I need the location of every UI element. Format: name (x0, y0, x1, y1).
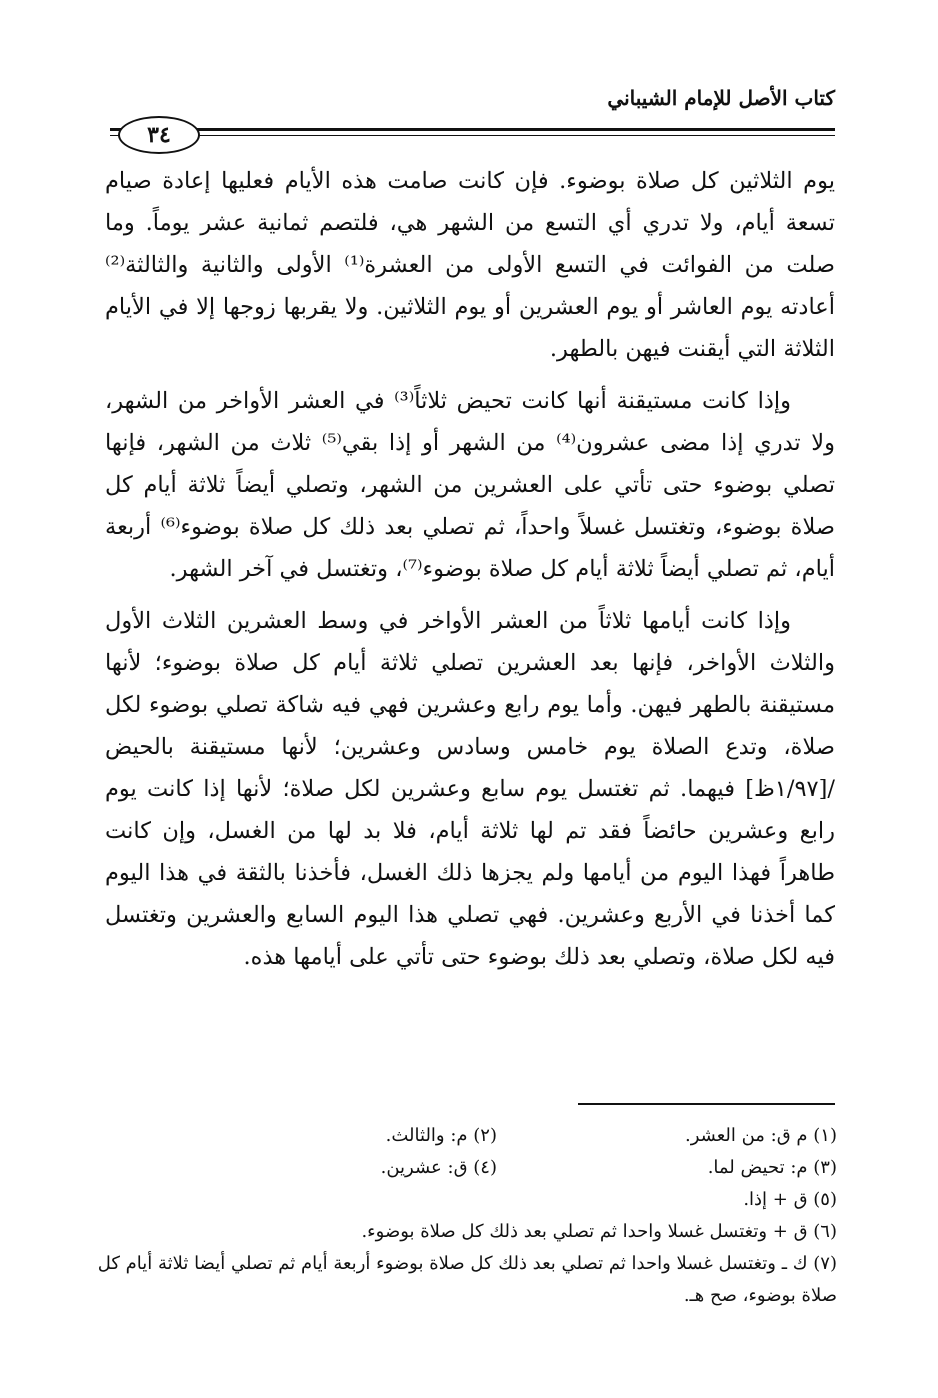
paragraph-3: وإذا كانت أيامها ثلاثاً من العشر الأواخر في وسط العشرين الثلاث الأول والثلاث الأواخر، فإنها بعد العشرين تصلي ثلاثة أيام كل صلاة بوضوء؛ لأنها مستيقنة بالطهر فيهن. وأما يوم رابع وعشرين فهي فيه شاكة تصلي بوضوء لكل صلاة، وتدع الصلاة يوم خامس وسادس وعشرين؛ لأنها مستيقنة بالحيض /[١/٩٧ظ] فيهما. ثم تغتسل يوم سابع وعشرين لكل صلاة؛ لأنها إذا كانت يوم رابع وعشرين حائضاً فقد تم لها ثلاثة أيام، فلا بد لها من الغسل، وإن كانت طاهراً فهذا اليوم من أيامها ولم يجزها ذلك الغسل، فأخذنا بالثقة في هذا اليوم كما أخذنا في الأربع وعشرين. فهي تصلي هذا اليوم السابع والعشرين وتغتسل فيه لكل صلاة، وتصلي بعد ذلك بوضوء حتى تأتي على أيامها هذه. (105, 608, 835, 970)
footnote-1: (١) م ق: من العشر. (684, 1125, 837, 1146)
footnote-6: (٦) ق + وتغتسل غسلا واحدا ثم تصلي بعد ذلك كل صلاة بوضوء. (361, 1221, 837, 1242)
main-text (105, 160, 835, 988)
footnote-7: (٧) ك ـ وتغتسل غسلا واحدا ثم تصلي بعد ذلك كل صلاة بوضوء أربعة أيام ثم تصلي أيضا ثلاثة أيام كل صلاة بوضوء، صح هـ. (97, 1253, 837, 1306)
footnotes (85, 1120, 837, 1312)
paragraph-1: يوم الثلاثين كل صلاة بوضوء. فإن كانت صامت هذه الأيام فعليها إعادة صيام تسعة أيام، ولا تدري أي التسع من الشهر هي، فلتصم ثمانية عشر يوماً. وما صلت من الفوائت في التسع الأولى من العشرة⁽¹⁾ الأولى والثانية والثالثة⁽²⁾ أعادته يوم العاشر أو يوم العشرين أو يوم الثلاثين. ولا يقربها زوجها إلا في الأيام الثلاثة التي أيقنت فيهن بالطهر. (105, 168, 835, 362)
footnote-2: (٢) م: والثالث. (385, 1125, 497, 1146)
footnote-3: (٣) م: تحيض لما. (707, 1157, 837, 1178)
footnote-5: (٥) ق + إذا. (743, 1189, 837, 1210)
header-rule-thin (110, 135, 835, 136)
footnote-row-1 (85, 1120, 837, 1152)
footnote-4: (٤) ق: عشرين. (380, 1157, 497, 1178)
paragraph-2: وإذا كانت مستيقنة أنها كانت تحيض ثلاثاً⁽³⁾ في العشر الأواخر من الشهر، ولا تدري إذا مضى عشرون⁽⁴⁾ من الشهر أو إذا بقي⁽⁵⁾ ثلاث من الشهر، فإنها تصلي بوضوء حتى تأتي على العشرين من الشهر، وتصلي أيضاً ثلاثة أيام كل صلاة بوضوء، وتغتسل غسلاً واحداً، ثم تصلي بعد ذلك كل صلاة بوضوء⁽⁶⁾ أربعة أيام، ثم تصلي أيضاً ثلاثة أيام كل صلاة بوضوء⁽⁷⁾، وتغتسل في آخر الشهر. (105, 388, 835, 582)
page-number: ٣٤ (118, 116, 200, 154)
book-title: كتاب الأصل للإمام الشيباني (607, 86, 835, 110)
footnote-row-2 (85, 1152, 837, 1184)
footnote-separator (578, 1103, 835, 1105)
page-header (110, 78, 835, 158)
header-rule-thick (110, 128, 835, 131)
